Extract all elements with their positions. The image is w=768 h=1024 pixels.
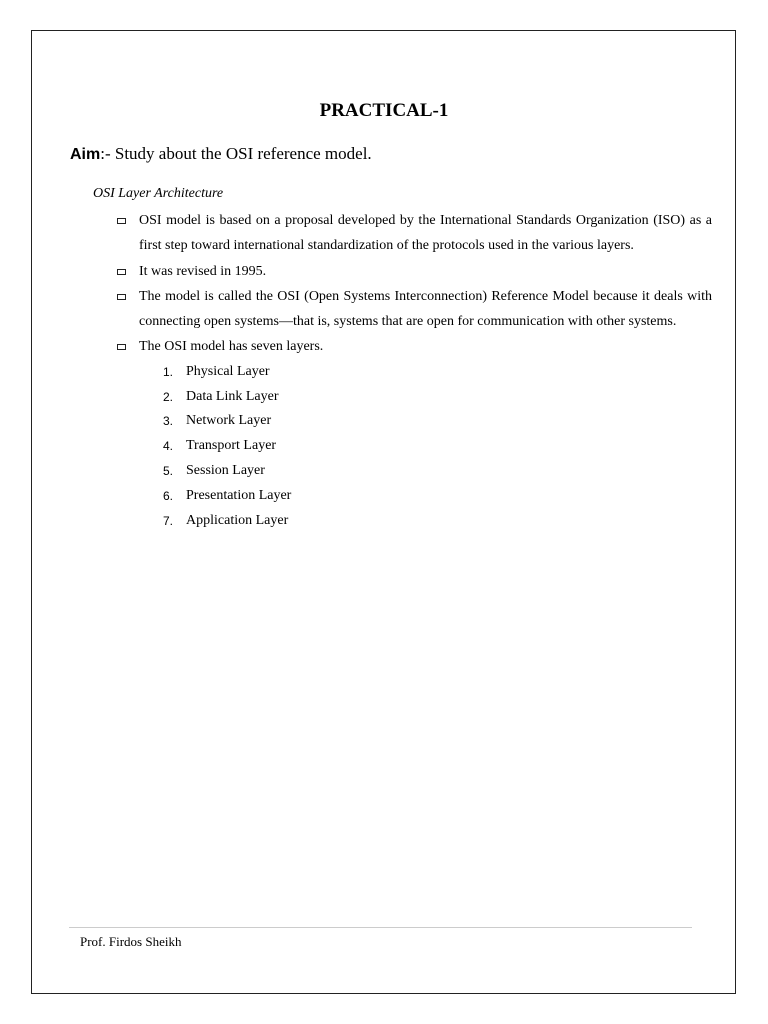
- layer-item: [139, 385, 712, 410]
- layer-item: [139, 434, 712, 459]
- layer-item: [139, 459, 712, 484]
- layer-number: 6.: [163, 488, 174, 503]
- page-title: PRACTICAL-1: [319, 100, 449, 121]
- bullet-text: The OSI model has seven layers.: [139, 339, 324, 355]
- layer-number: 5.: [163, 463, 174, 478]
- layer-label: Network Layer: [186, 413, 272, 429]
- layer-label: Physical Layer: [186, 363, 270, 379]
- section-heading: OSI Layer Architecture: [93, 186, 224, 201]
- bullet-item: [114, 284, 712, 335]
- layer-label: Session Layer: [186, 462, 265, 478]
- bullet-list: [114, 208, 712, 533]
- layer-number: 4.: [163, 439, 174, 454]
- square-bullet-icon: [117, 294, 126, 300]
- layer-number: 3.: [163, 414, 174, 429]
- footer-author: Prof. Firdos Sheikh: [80, 934, 182, 949]
- layer-item: [139, 509, 712, 534]
- footer-divider: [69, 927, 692, 928]
- bullet-item: [114, 259, 712, 284]
- layer-number: 2.: [163, 389, 174, 404]
- layer-label: Application Layer: [186, 512, 289, 528]
- bullet-item: [114, 334, 712, 533]
- bullet-item: [114, 208, 712, 259]
- bullet-text: OSI model is based on a proposal developed by the International Standards Organization (ISO) as a first step toward international standardization of the protocols used in the various layers.: [139, 213, 712, 254]
- layer-label: Presentation Layer: [186, 487, 292, 503]
- layer-label: Data Link Layer: [186, 388, 279, 404]
- layer-item: [139, 484, 712, 509]
- layer-item: [139, 409, 712, 434]
- square-bullet-icon: [117, 344, 126, 350]
- layer-label: Transport Layer: [186, 438, 277, 454]
- layer-list: [139, 360, 712, 534]
- aim-line: [70, 144, 372, 164]
- square-bullet-icon: [117, 269, 126, 275]
- square-bullet-icon: [117, 218, 126, 224]
- aim-text: :- Study about the OSI reference model.: [100, 144, 372, 163]
- aim-label: Aim: [70, 146, 101, 163]
- bullet-text: The model is called the OSI (Open Systems Interconnection) Reference Model because it deals with connecting open systems—that is, systems that are open for communication with other systems.: [139, 288, 712, 330]
- layer-number: 7.: [163, 513, 174, 528]
- layer-item: [139, 360, 712, 385]
- layer-number: 1.: [163, 364, 174, 379]
- bullet-text: It was revised in 1995.: [139, 263, 267, 279]
